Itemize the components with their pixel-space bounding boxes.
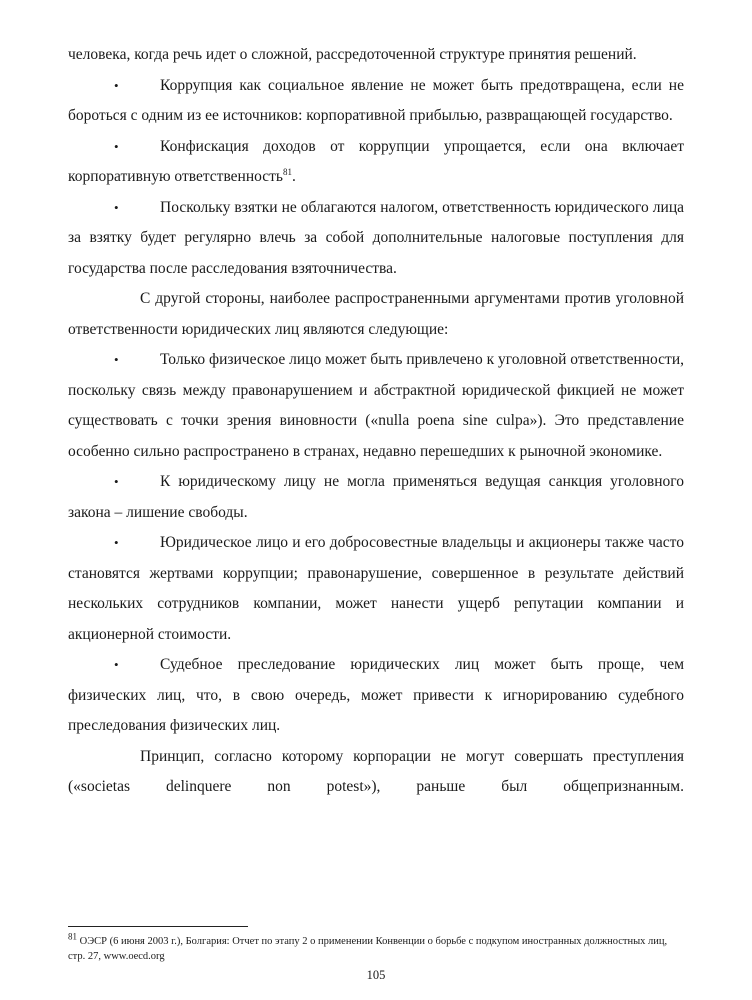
bullet-text: Поскольку взятки не облагаются налогом, ответственность юридического лица за взятку будет регулярно влечь за собой дополнительные налоговые поступления для государства после расследования взяточничества. bbox=[68, 198, 684, 277]
bullet-icon: • bbox=[114, 138, 119, 154]
bullet-item bbox=[68, 71, 684, 132]
bullet-item bbox=[68, 193, 684, 285]
footnote-reference[interactable]: 81 bbox=[283, 166, 293, 177]
footnote bbox=[68, 931, 684, 964]
bullet-text: Судебное преследование юридических лиц может быть проще, чем физических лиц, что, в свою очередь, может привести к игнорированию судебного преследования физических лиц. bbox=[68, 656, 684, 734]
bullet-item bbox=[68, 528, 684, 650]
bullet-icon: • bbox=[114, 657, 119, 672]
page-number: 105 bbox=[366, 968, 386, 982]
bullet-text: Только физическое лицо может быть привлечено к уголовной ответственности, поскольку связь между правонарушением и абстрактной юридической фикцией не может существовать с точки зрения виновности («nulla poena sine culpa»). Это представление особенно сильно распространено в странах, недавно перешедших к рыночной экономике. bbox=[68, 351, 684, 460]
bullet-icon: • bbox=[114, 199, 119, 215]
bullet-icon: • bbox=[114, 535, 119, 550]
paragraph: С другой стороны, наиболее распространенными аргументами против уголовной ответственности юридических лиц являются следующие: bbox=[68, 290, 684, 338]
bullet-text: Юридическое лицо и его добросовестные владельцы и акционеры также часто становятся жертвами коррупции; правонарушение, совершенное в результате действий нескольких сотрудников компании, может нанести ущерб репутации компании и акционерной стоимости. bbox=[68, 534, 684, 643]
bullet-item bbox=[68, 467, 684, 528]
footnote-divider bbox=[68, 926, 248, 927]
bullet-text-tail: . bbox=[292, 168, 296, 185]
bullet-item bbox=[68, 345, 684, 467]
bullet-text: Коррупция как социальное явление не может быть предотвращена, если не бороться с одним из ее источников: корпоративной прибылью, развращающей государство. bbox=[68, 76, 684, 124]
paragraph-continuation: человека, когда речь идет о сложной, рассредоточенной структуре принятия решений. bbox=[68, 46, 637, 63]
bullet-text: Конфискация доходов от коррупции упрощается, если она включает корпоративную ответственность bbox=[68, 137, 684, 185]
bullet-icon: • bbox=[114, 474, 119, 489]
footnote-number: 81 bbox=[68, 931, 77, 942]
footnote-text: ОЭСР (6 июня 2003 г.), Болгария: Отчет по этапу 2 о применении Конвенции о борьбе с подкупом иностранных должностных лиц, стр. 27, www.oecd.org bbox=[68, 936, 668, 962]
bullet-text: К юридическому лицу не могла применяться ведущая санкция уголовного закона – лишение свободы. bbox=[68, 473, 684, 521]
bullet-item bbox=[68, 650, 684, 742]
bullet-icon: • bbox=[114, 77, 119, 93]
bullet-item bbox=[68, 132, 684, 193]
bullet-icon: • bbox=[114, 352, 119, 367]
document-page bbox=[68, 0, 684, 1000]
paragraph: Принцип, согласно которому корпорации не могут совершать преступления («societas delinquere non potest»), раньше был общепризнанным. bbox=[68, 747, 684, 795]
body-text bbox=[68, 40, 684, 803]
